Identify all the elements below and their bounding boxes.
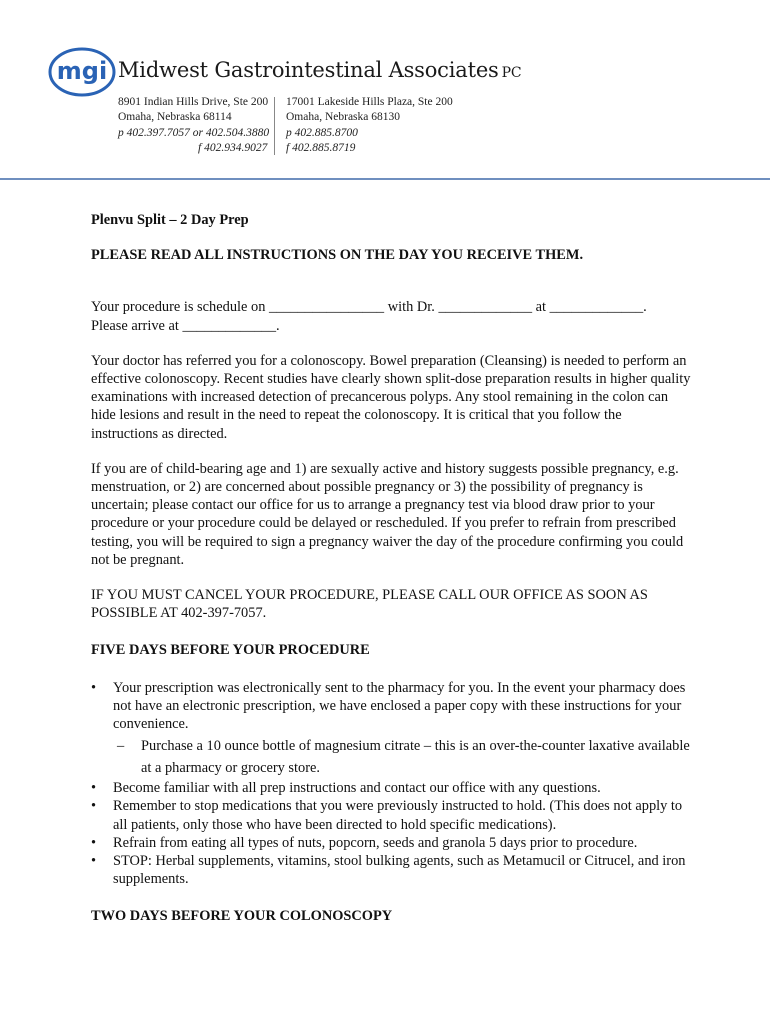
cancel-notice: IF YOU MUST CANCEL YOUR PROCEDURE, PLEASE CALL OUR OFFICE AS SOON AS POSSIBLE AT 402-397-7057. <box>91 587 648 622</box>
five-days-heading: FIVE DAYS BEFORE YOUR PROCEDURE <box>91 642 370 659</box>
read-all-notice: PLEASE READ ALL INSTRUCTIONS ON THE DAY YOU RECEIVE THEM. <box>91 247 584 264</box>
list-item: • Become familiar with all prep instructions and contact our office with any questions. <box>91 779 691 797</box>
list-item-text: Your prescription was electronically sent to the pharmacy for you. In the event your pharmacy does not have an electronic prescription, we have enclosed a paper copy with these instructions for your convenience. <box>113 679 686 733</box>
address-line: 17001 Lakeside Hills Plaza, Ste 200 <box>286 96 453 108</box>
address-divider <box>274 97 275 155</box>
five-days-list <box>91 679 691 889</box>
document-title: Plenvu Split – 2 Day Prep <box>91 212 249 228</box>
logo-text: mgi <box>56 57 108 85</box>
referral-paragraph: Your doctor has referred you for a colonoscopy. Bowel preparation (Cleansing) is needed to perform an effective colonoscopy. Recent studies have clearly shown split-dose preparation results in higher quality examinations with increased detection of precancerous polyps. Any stool remaining in the colon can hide lesions and result in the need to repeat the colonoscopy. It is critical that you follow the instructions as directed. <box>91 352 691 442</box>
list-item: • Refrain from eating all types of nuts, popcorn, seeds and granola 5 days prior to procedure. <box>91 834 691 852</box>
address-left <box>118 95 269 156</box>
document-body <box>91 211 691 926</box>
header-divider <box>0 178 770 180</box>
address-right <box>286 95 453 156</box>
list-item: • Remember to stop medications that you were previously instructed to hold. (This does not apply to all patients, only those who have been directed to hold specific medications). <box>91 797 691 833</box>
pregnancy-paragraph: If you are of child-bearing age and 1) are sexually active and history suggests possible pregnancy, e.g. menstruation, or 2) are concerned about possible pregnancy or 3) the possibility of pregnancy is uncertain; please contact our office for us to arrange a pregnancy test via blood draw prior to your procedure or your procedure could be delayed or rescheduled. If you prefer to refrain from prescribed testing, you will be required to sign a pregnancy waiver the day of the procedure confirming you could not be pregnant. <box>91 460 684 568</box>
org-name <box>118 58 521 82</box>
arrive-line: Please arrive at _____________. <box>91 317 280 334</box>
sub-list <box>113 735 691 779</box>
sub-list-item: – Purchase a 10 ounce bottle of magnesium citrate – this is an over-the-counter laxative available at a pharmacy or grocery store. <box>113 735 691 779</box>
phone-line: p 402.397.7057 or 402.504.3880 <box>118 126 270 139</box>
phone-line: p 402.885.8700 <box>286 126 358 139</box>
address-line: Omaha, Nebraska 68114 <box>118 111 232 124</box>
org-name-text: Midwest Gastrointestinal Associates <box>118 58 499 82</box>
list-item <box>91 679 691 780</box>
address-line: 8901 Indian Hills Drive, Ste 200 <box>118 96 269 108</box>
org-suffix: PC <box>501 65 522 81</box>
schedule-line: Your procedure is schedule on ________________ with Dr. _____________ at _____________. <box>91 299 647 316</box>
fax-line: f 402.885.8719 <box>286 141 356 154</box>
fax-line: f 402.934.9027 <box>198 141 268 154</box>
list-item: • STOP: Herbal supplements, vitamins, stool bulking agents, such as Metamucil or Citrucel, and iron supplements. <box>91 852 691 888</box>
two-days-heading: TWO DAYS BEFORE YOUR COLONOSCOPY <box>91 908 393 925</box>
mgi-logo-icon <box>47 46 117 98</box>
address-line: Omaha, Nebraska 68130 <box>286 111 401 124</box>
